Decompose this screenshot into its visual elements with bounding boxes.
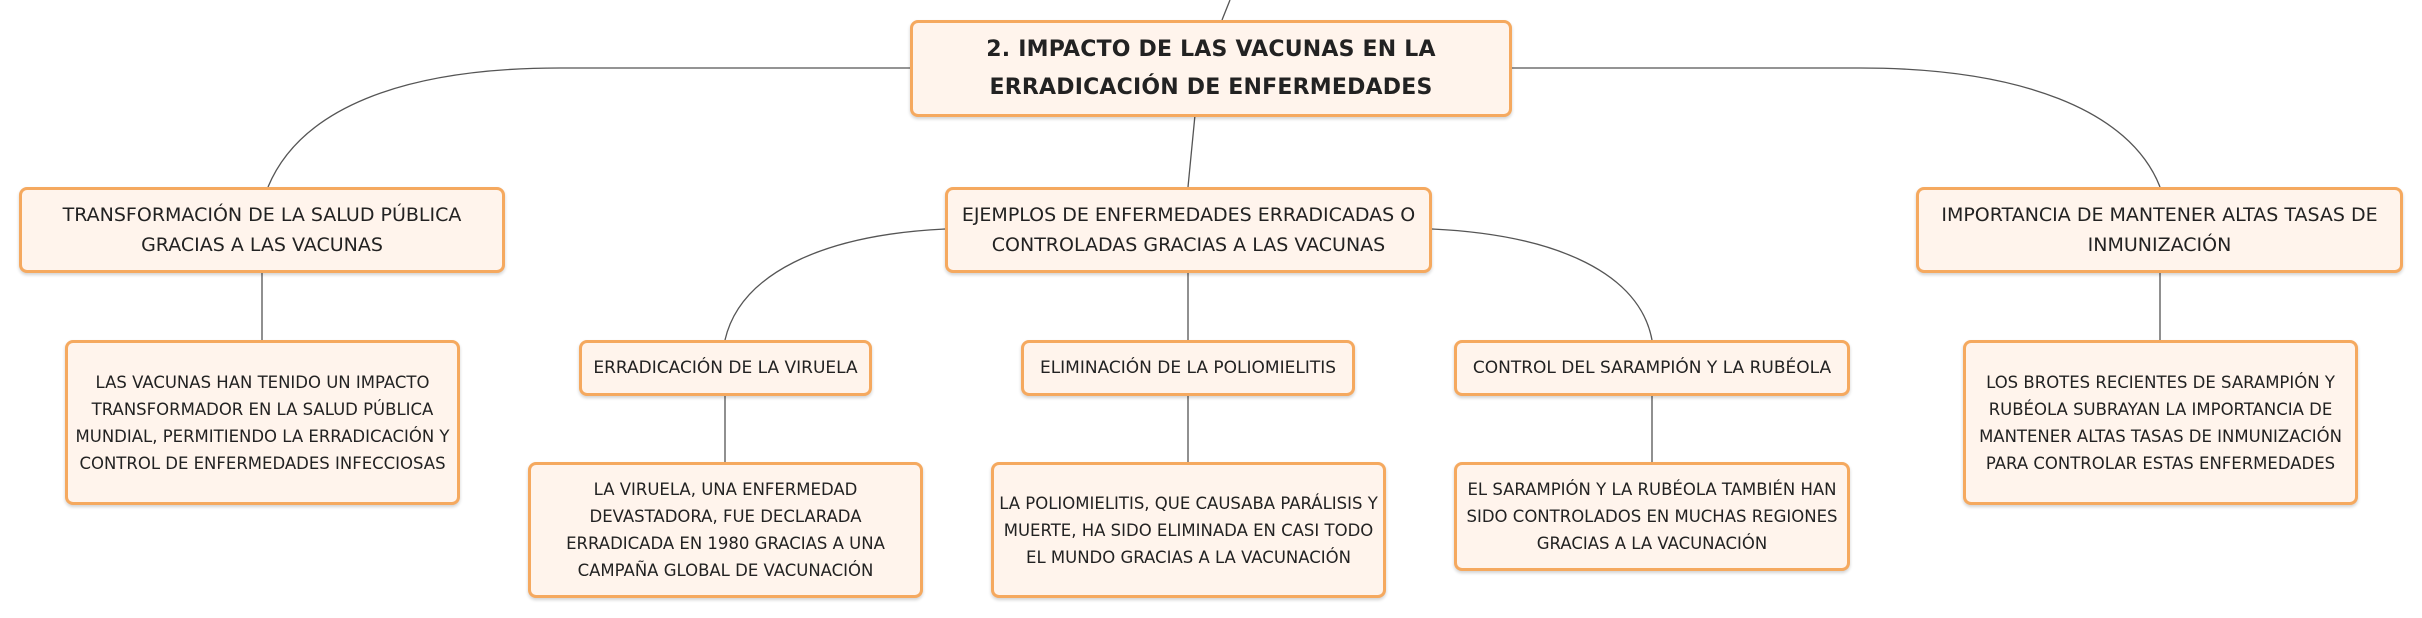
detail-text-poliomielitis: LA POLIOMIELITIS, QUE CAUSABA PARÁLISIS Y MUERTE, HA SIDO ELIMINADA EN CASI TODO EL MUNDO GRACIAS A LA VACUNACIÓN	[999, 493, 1378, 567]
topic-node-viruela[interactable]	[579, 340, 872, 396]
detail-node-importancia[interactable]	[1963, 340, 2358, 505]
topic-title-viruela: ERRADICACIÓN DE LA VIRUELA	[593, 358, 858, 378]
connector-root-to-center	[1188, 115, 1195, 187]
topic-title-sarampion: CONTROL DEL SARAMPIÓN Y LA RUBÉOLA	[1472, 358, 1832, 378]
connector-center-to-viruela	[725, 229, 945, 340]
detail-text-viruela: LA VIRUELA, UNA ENFERMEDAD DEVASTADORA, FUE DECLARADA ERRADICADA EN 1980 GRACIAS A UNA CAMPAÑA GLOBAL DE VACUNACIÓN	[566, 480, 885, 580]
connector-parent-to-root	[1222, 0, 1230, 20]
branch-title-ejemplos: EJEMPLOS DE ENFERMEDADES ERRADICADAS O CONTROLADAS GRACIAS A LAS VACUNAS	[961, 204, 1416, 256]
branch-title-importancia: IMPORTANCIA DE MANTENER ALTAS TASAS DE INMUNIZACIÓN	[1941, 204, 2378, 256]
connector-root-to-right	[1510, 68, 2160, 187]
detail-node-viruela[interactable]	[528, 462, 923, 598]
detail-text-transformacion: LAS VACUNAS HAN TENIDO UN IMPACTO TRANSFORMADOR EN LA SALUD PÚBLICA MUNDIAL, PERMITIENDO LA ERRADICACIÓN Y CONTROL DE ENFERMEDADES INFECCIOSAS	[75, 372, 450, 473]
branch-node-ejemplos[interactable]	[945, 187, 1432, 273]
branch-node-transformacion[interactable]	[19, 187, 505, 273]
connector-center-to-sarampion	[1432, 229, 1652, 340]
branch-title-transformacion: TRANSFORMACIÓN DE LA SALUD PÚBLICA GRACIAS A LAS VACUNAS	[62, 204, 462, 256]
connector-root-to-left	[268, 68, 910, 187]
detail-node-poliomielitis[interactable]	[991, 462, 1386, 598]
detail-node-sarampion[interactable]	[1454, 462, 1850, 571]
topic-node-poliomielitis[interactable]	[1021, 340, 1355, 396]
root-title: 2. IMPACTO DE LAS VACUNAS EN LA ERRADICACIÓN DE ENFERMEDADES	[986, 36, 1436, 100]
detail-text-sarampion: EL SARAMPIÓN Y LA RUBÉOLA TAMBIÉN HAN SIDO CONTROLADOS EN MUCHAS REGIONES GRACIAS A LA VACUNACIÓN	[1466, 480, 1838, 553]
topic-node-sarampion[interactable]	[1454, 340, 1850, 396]
detail-node-transformacion[interactable]	[65, 340, 460, 505]
branch-node-importancia[interactable]	[1916, 187, 2403, 273]
detail-text-importancia: LOS BROTES RECIENTES DE SARAMPIÓN Y RUBÉOLA SUBRAYAN LA IMPORTANCIA DE MANTENER ALTAS TASAS DE INMUNIZACIÓN PARA CONTROLAR ESTAS ENFERMEDADES	[1979, 372, 2342, 473]
root-node[interactable]	[910, 20, 1512, 117]
topic-title-poliomielitis: ELIMINACIÓN DE LA POLIOMIELITIS	[1039, 358, 1337, 378]
